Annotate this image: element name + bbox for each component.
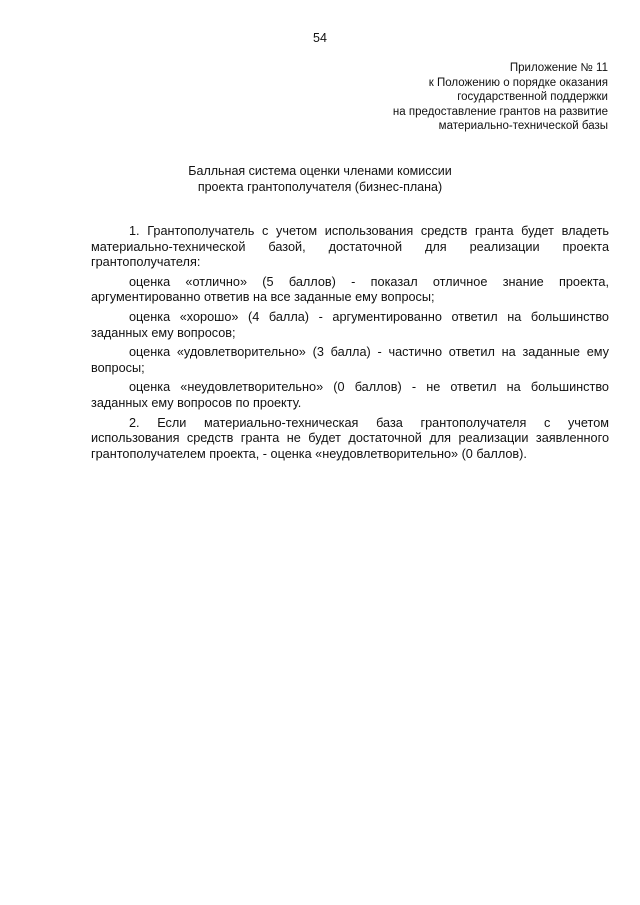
- title-line: Балльная система оценки членами комиссии: [188, 164, 452, 178]
- appendix-header: [308, 61, 608, 134]
- document-title: [0, 164, 640, 195]
- appendix-line: к Положению о порядке оказания: [428, 76, 608, 89]
- page-number: 54: [313, 31, 327, 45]
- title-line: проекта грантополучателя (бизнес-плана): [197, 179, 443, 194]
- paragraph-criterion-2: 2. Если материально-техническая база грантополучателя с учетом использования средств гранта не будет достаточной для реализации заявленного грантополучателем проекта, - оценка «неудовлетворительно» (0 баллов).: [91, 415, 609, 461]
- paragraph-grade-satisfactory: оценка «удовлетворительно» (3 балла) - частично ответил на заданные ему вопросы;: [91, 345, 609, 375]
- paragraph-grade-excellent: оценка «отлично» (5 баллов) - показал отличное знание проекта, аргументированно ответив на все заданные ему вопросы;: [91, 274, 609, 305]
- paragraph-grade-good: оценка «хорошо» (4 балла) - аргументированно ответил на большинство заданных ему вопросов;: [91, 309, 609, 340]
- paragraph-grade-unsatisfactory: оценка «неудовлетворительно» (0 баллов) - не ответил на большинство заданных ему вопросов по проекту.: [91, 380, 609, 410]
- appendix-line: Приложение № 11: [509, 62, 608, 74]
- appendix-line: материально-технической базы: [438, 120, 608, 132]
- paragraph-criterion-1: 1. Грантополучатель с учетом использования средств гранта будет владеть материально-технической базой, достаточной для реализации проекта грантополучателя:: [91, 224, 609, 270]
- appendix-line: государственной поддержки: [457, 91, 608, 103]
- document-body: [91, 224, 609, 466]
- appendix-line: на предоставление грантов на развитие: [392, 105, 608, 118]
